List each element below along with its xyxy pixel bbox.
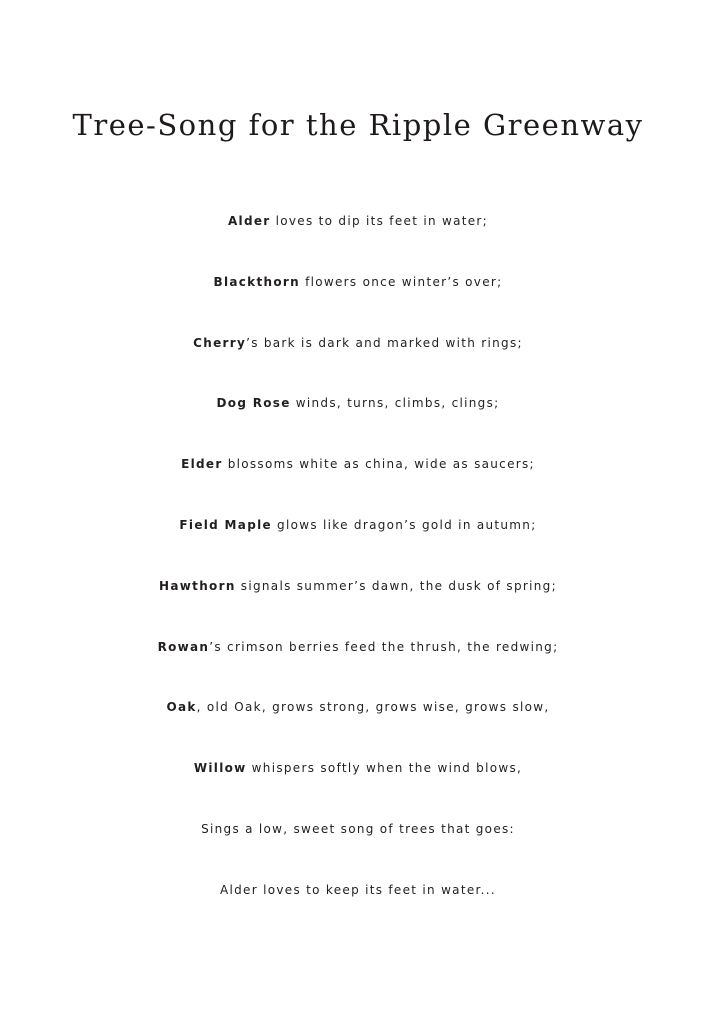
tree-name: Elder bbox=[181, 457, 223, 472]
poem-line bbox=[0, 385, 716, 446]
tree-name: Blackthorn bbox=[213, 274, 300, 289]
line-text: ’s bark is dark and marked with rings; bbox=[246, 335, 523, 350]
line-text: whispers softly when the wind blows, bbox=[246, 761, 523, 776]
poem-line bbox=[0, 264, 716, 325]
line-text: flowers once winter’s over; bbox=[299, 274, 503, 289]
tree-name: Dog Rose bbox=[216, 396, 291, 411]
tree-name: Alder bbox=[227, 214, 271, 228]
tree-name: Field Maple bbox=[179, 517, 272, 532]
poem-line bbox=[0, 568, 716, 629]
poem-line bbox=[0, 507, 716, 568]
line-text: ’s crimson berries feed the thrush, the redwing; bbox=[209, 639, 559, 654]
poem-line bbox=[0, 689, 716, 750]
poem-title: Tree-Song for the Ripple Greenway bbox=[72, 108, 644, 142]
poem-line bbox=[0, 325, 716, 386]
line-text: winds, turns, climbs, clings; bbox=[290, 396, 500, 411]
tree-name: Willow bbox=[193, 761, 247, 776]
tree-name: Rowan bbox=[157, 639, 210, 654]
tree-name: Oak bbox=[166, 700, 197, 715]
poem-line bbox=[0, 203, 716, 264]
poem-line bbox=[0, 750, 716, 811]
tree-name: Hawthorn bbox=[159, 578, 236, 593]
tree-name: Cherry bbox=[193, 335, 247, 350]
line-text: loves to dip its feet in water; bbox=[270, 214, 489, 228]
line-text: glows like dragon’s gold in autumn; bbox=[271, 517, 537, 532]
poem-line bbox=[0, 446, 716, 507]
line-text: Sings a low, sweet song of trees that goes: bbox=[201, 821, 515, 836]
poem-line bbox=[0, 811, 716, 872]
line-text: blossoms white as china, wide as saucers; bbox=[222, 457, 535, 472]
line-text: signals summer’s dawn, the dusk of spring; bbox=[235, 578, 557, 593]
line-text: Alder loves to keep its feet in water... bbox=[220, 882, 496, 897]
poem-lines bbox=[0, 203, 716, 933]
poem-line bbox=[0, 629, 716, 690]
line-text: , old Oak, grows strong, grows wise, grows slow, bbox=[196, 700, 550, 715]
poem-line bbox=[0, 872, 716, 933]
